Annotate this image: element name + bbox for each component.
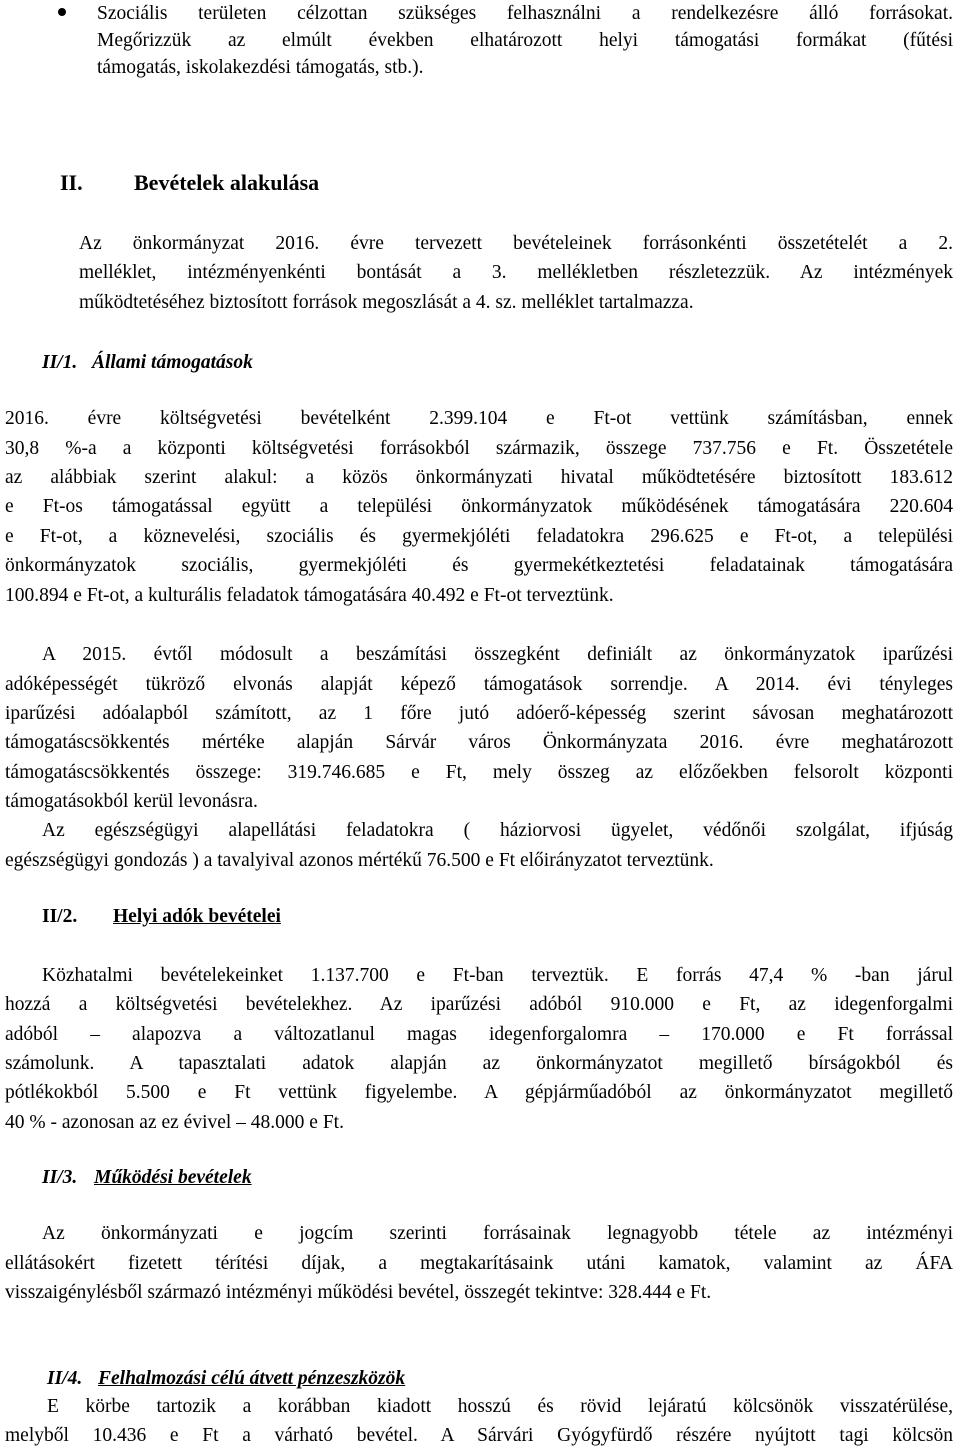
section-paragraph-line: melléklet, intézményenkénti bontását a 3. mellékletben részletezzük. Az intézmények xyxy=(79,262,953,283)
section-paragraph-line: Az önkormányzat 2016. évre tervezett bevételeinek forrásonkénti összetételét a 2. xyxy=(79,233,953,254)
subsection-title: Működési bevételek xyxy=(94,1167,252,1188)
intro-bullet-item xyxy=(0,0,960,80)
subsection-number: II/1. xyxy=(42,352,78,373)
paragraph-line: E körbe tartozik a korábban kiadott hosszú és rövid lejáratú kölcsönök visszatérülése, xyxy=(47,1396,953,1417)
paragraph-line: Az egészségügyi alapellátási feladatokra ( háziorvosi ügyelet, védőnői szolgálat, ifjúság xyxy=(42,820,953,841)
paragraph-line: számolunk. A tapasztalati adatok alapján az önkormányzatot megillető bírságokból és xyxy=(5,1053,953,1074)
paragraph-line: önkormányzatok szociális, gyermekjóléti és gyermekétkeztetési feladatainak támogatására xyxy=(5,555,953,576)
paragraph-line: támogatáscsökkentés mértéke alapján Sárvár város Önkormányzata 2016. évre meghatározott xyxy=(5,732,953,753)
paragraph-line: támogatásokból kerül levonásra. xyxy=(5,791,258,812)
paragraph-line: hozzá a költségvetési bevételekhez. Az iparűzési adóból 910.000 e Ft, az idegenforgalmi xyxy=(5,994,953,1015)
paragraph-line: pótlékokból 5.500 e Ft vettünk figyelembe. A gépjárműadóból az önkormányzatot megillető xyxy=(5,1082,953,1103)
section-paragraph-line: működtetéséhez biztosított források megoszlását a 4. sz. melléklet tartalmazza. xyxy=(79,292,694,313)
paragraph-line: A 2015. évtől módosult a beszámítási összegként definiált az önkormányzatok iparűzési xyxy=(42,644,953,665)
paragraph-line: iparűzési adóalapból számított, az 1 főre jutó adóerő-képesség szerint sávosan meghatározott xyxy=(5,703,953,724)
paragraph-line: támogatáscsökkentés összege: 319.746.685 e Ft, mely összeg az előzőekben felsorolt központi xyxy=(5,762,953,783)
section-number: II. xyxy=(60,170,83,195)
paragraph-line: Közhatalmi bevételekeinket 1.137.700 e Ft-ban terveztük. E forrás 47,4 % -ban járul xyxy=(42,965,953,986)
intro-line-3: támogatás, iskolakezdési támogatás, stb.). xyxy=(97,57,424,78)
paragraph-line: 2016. évre költségvetési bevételként 2.399.104 e Ft-ot vettünk számításban, ennek xyxy=(5,408,953,429)
paragraph-line: Az önkormányzati e jogcím szerinti forrásainak legnagyobb tétele az intézményi xyxy=(42,1223,953,1244)
paragraph-line: melyből 10.436 e Ft a várható bevétel. A Sárvári Gyógyfürdő részére nyújtott tagi kölcsön xyxy=(5,1425,953,1446)
intro-line-1: Szociális területen célzottan szükséges felhasználni a rendelkezésre álló forrásokat. xyxy=(97,3,953,24)
paragraph-line: adóképességét tükröző elvonás alapját képező támogatások sorrendje. A 2014. évi tényleges xyxy=(5,674,953,695)
paragraph-line: 40 % - azonosan az ez évivel – 48.000 e Ft. xyxy=(5,1112,344,1133)
subsection-title: Helyi adók bevételei xyxy=(113,906,281,927)
paragraph-line: e Ft-ot, a köznevelési, szociális és gyermekjóléti feladatokra 296.625 e Ft-ot, a települési xyxy=(5,526,953,547)
subsection-number: II/3. xyxy=(42,1167,78,1188)
intro-line-2: Megőrizzük az elmúlt években elhatározott helyi támogatási formákat (fűtési xyxy=(97,30,953,51)
paragraph-line: e Ft-os támogatással együtt a települési önkormányzatok működésének támogatására 220.604 xyxy=(5,496,953,517)
section-title: Bevételek alakulása xyxy=(134,170,320,195)
subsection-number: II/2. xyxy=(42,906,78,927)
bullet-icon xyxy=(58,8,66,16)
subsection-number: II/4. xyxy=(47,1368,83,1389)
paragraph-line: 30,8 %-a a központi költségvetési forrásokból származik, összege 737.756 e Ft. Összetétele xyxy=(5,438,953,459)
paragraph-line: visszaigénylésből származó intézményi működési bevétel, összegét tekintve: 328.444 e Ft. xyxy=(5,1282,712,1303)
subsection-title: Felhalmozási célú átvett pénzeszközök xyxy=(98,1368,406,1389)
paragraph-line: adóból – alapozva a változatlanul magas idegenforgalomra – 170.000 e Ft forrással xyxy=(5,1024,953,1045)
subsection-title: Állami támogatások xyxy=(92,352,253,373)
paragraph-line: az alábbiak szerint alakul: a közös önkormányzati hivatal működtetésére biztosított 183.612 xyxy=(5,467,953,488)
paragraph-line: egészségügyi gondozás ) a tavalyival azonos mértékű 76.500 e Ft előirányzatot terveztünk. xyxy=(5,850,714,871)
paragraph-line: 100.894 e Ft-ot, a kulturális feladatok támogatására 40.492 e Ft-ot terveztünk. xyxy=(5,585,614,606)
paragraph-line: ellátásokért fizetett térítési díjak, a megtakarításaink utáni kamatok, valamint az ÁFA xyxy=(5,1253,953,1274)
